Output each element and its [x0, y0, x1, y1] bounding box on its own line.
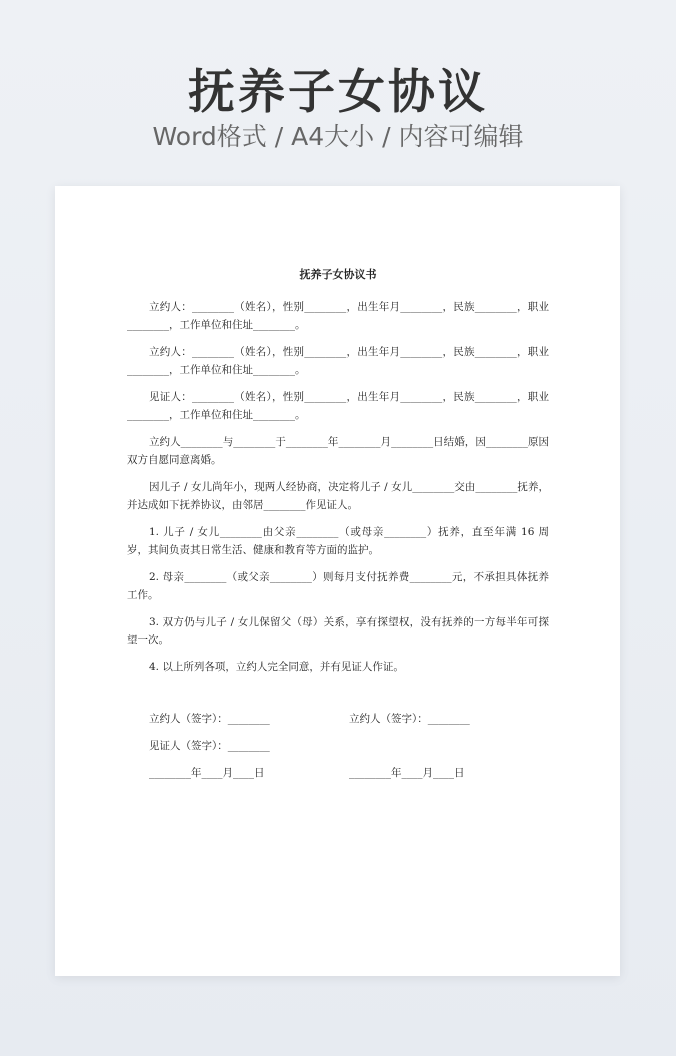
signature-row-dates: [127, 764, 549, 782]
signature-row-parties: [127, 710, 549, 728]
marriage-divorce-statement: 立约人________与________于________年________月________日结婚，因________原因双方自愿同意离婚。: [127, 436, 549, 466]
party-two-info: 立约人：________（姓名），性别________，出生年月________，民族________，职业________，工作单位和住址________。: [127, 346, 549, 376]
document-body: [127, 266, 549, 791]
custody-agreement-intro: 因儿子 / 女儿尚年小，现两人经协商，决定将儿子 / 女儿________交由________抚养，并达成如下抚养协议，由邻居________作见证人。: [127, 481, 549, 511]
date-left: ________年____月____日: [149, 767, 265, 779]
banner-title: 抚养子女协议: [188, 65, 488, 120]
clause-1: 1. 儿子 / 女儿________由父亲________（或母亲________）抚养，直至年满 16 周岁，其间负责其日常生活、健康和教育等方面的监护。: [127, 526, 549, 556]
signature-row-witness: [127, 737, 549, 755]
witness-info: 见证人：________（姓名），性别________，出生年月________，民族________，职业________，工作单位和住址________。: [127, 391, 549, 421]
banner-subtitle: Word格式 / A4大小 / 内容可编辑: [152, 122, 524, 151]
clause-4: 4. 以上所列各项，立约人完全同意，并有见证人作证。: [149, 661, 404, 673]
signature-area: [127, 710, 549, 782]
document-title: 抚养子女协议书: [299, 268, 377, 281]
clause-2: 2. 母亲________（或父亲________）则每月支付抚养费________元，不承担具体抚养工作。: [127, 571, 549, 601]
party-one-info: 立约人：________（姓名），性别________，出生年月________，民族________，职业________，工作单位和住址________。: [127, 301, 549, 331]
document-page: [55, 186, 620, 976]
date-right: ________年____月____日: [349, 767, 465, 779]
party-two-signature: 立约人（签字）：________: [349, 713, 470, 725]
party-one-signature: 立约人（签字）：________: [149, 713, 270, 725]
clause-3: 3. 双方仍与儿子 / 女儿保留父（母）关系，享有探望权，没有抚养的一方每半年可探望一次。: [127, 616, 549, 646]
witness-signature: 见证人（签字）：________: [149, 740, 270, 752]
